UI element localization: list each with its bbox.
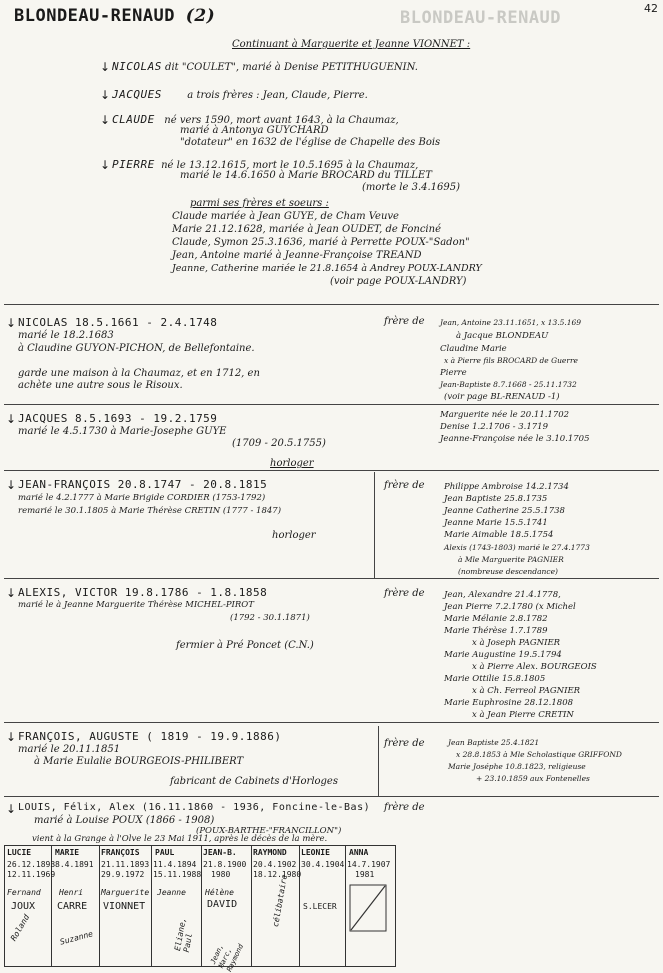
gen1-line: NICOLAS dit "COULET", marié à Denise PETITHUGUENIN. xyxy=(112,60,418,73)
alexis-sib: Marie Euphrosine 28.12.1808 xyxy=(444,698,574,708)
jeanfrancois-profession: horloger xyxy=(272,530,316,541)
child-name: RAYMOND xyxy=(253,848,287,857)
alexis-name: ALEXIS, VICTOR 19.8.1786 - 1.8.1858 xyxy=(18,586,268,599)
alexis-sib: x à Joseph PAGNIER xyxy=(472,638,561,648)
child-cell-4 xyxy=(201,846,252,973)
sibling-line: Claude, Symon 25.3.1636, marié à Perrette POUX-"Sadon" xyxy=(172,237,470,248)
title-suffix: (2) xyxy=(185,6,216,26)
gen1-line: "dotateur" en 1632 de l'église de Chapelle des Bois xyxy=(180,137,441,148)
alexis-sib: Marie Augustine 19.5.1794 xyxy=(444,650,562,660)
arrow-icon: ↓ xyxy=(6,412,17,426)
child-spouse: CARRE xyxy=(57,901,88,912)
francois-sib: Marie Joséphe 10.8.1823, religieuse xyxy=(448,762,586,771)
alexis-sib: x à Ch. Ferreol PAGNIER xyxy=(472,686,581,696)
jeanfrancois-sib: Jean Baptiste 25.8.1735 xyxy=(444,494,548,504)
nicolas-sib: Pierre xyxy=(440,368,467,378)
jeanfrancois-sib: Jeanne Marie 15.5.1741 xyxy=(444,518,548,528)
nicolas-spouse: à Claudine GUYON-PICHON, de Bellefontaine. xyxy=(18,343,255,354)
divider xyxy=(4,796,659,797)
alexis-freres: frère de xyxy=(384,588,425,599)
sibling-line: Jeanne, Catherine mariée le 21.8.1654 à Andrey POUX-LANDRY xyxy=(172,263,482,274)
child-spouse: S.LECER xyxy=(303,902,337,911)
child-date: 1980 xyxy=(211,870,231,879)
francois-sib: + 23.10.1859 aux Fontenelles xyxy=(476,774,590,783)
francois-marriage: marié le 20.11.1851 xyxy=(18,744,121,755)
nicolas-note: achète une autre sous le Risoux. xyxy=(18,380,183,391)
child-date: 15.11.1988 xyxy=(153,870,202,879)
child-spouse: JOUX xyxy=(11,901,36,912)
francois-profession: fabricant de Cabinets d'Horloges xyxy=(170,776,338,787)
francois-sib: x 28.8.1853 à Mle Scholastique GRIFFOND xyxy=(456,750,622,759)
jeanfrancois-marriage: marié le 4.2.1777 à Marie Brigide CORDIER (1753-1792) xyxy=(18,493,266,503)
divider xyxy=(4,578,659,579)
gen1-line: (morte le 3.4.1695) xyxy=(362,182,461,193)
nicolas-sib: Jean, Antoine 23.11.1651, x 13.5.169 xyxy=(440,318,582,327)
child-cell-5 xyxy=(251,846,300,966)
child-date: 11.4.1894 xyxy=(153,860,197,869)
child-cell-3 xyxy=(151,846,202,966)
child-spouse: DAVID xyxy=(207,899,238,910)
alexis-sib: Jean, Alexandre 21.4.1778, xyxy=(444,590,561,600)
gen1-line: CLAUDE né vers 1590, mort avant 1643, à la Chaumaz, xyxy=(112,113,399,126)
arrow-icon: ↓ xyxy=(6,478,17,492)
nicolas-note: garde une maison à la Chaumaz, et en 1712, en xyxy=(18,368,260,379)
jacques-marriage: marié le 4.5.1730 à Marie-Josephe GUYE xyxy=(18,426,227,437)
jacques-profession: horloger xyxy=(270,458,314,469)
jeanfrancois-sib: Alexis (1743-1803) marié le 27.4.1773 xyxy=(444,543,590,552)
child-cell-0 xyxy=(5,846,56,966)
child-name: PAUL xyxy=(155,848,175,857)
alexis-sib: Marie Mélanie 2.8.1782 xyxy=(444,614,548,624)
child-spouse: Henri xyxy=(59,888,84,897)
divider xyxy=(4,722,659,723)
strike-icon xyxy=(349,884,389,934)
francois-sib: Jean Baptiste 25.4.1821 xyxy=(448,738,540,747)
louis-freres: frère de xyxy=(384,802,425,813)
child-spouse: Jeanne xyxy=(157,888,186,897)
sibling-line: Jean, Antoine marié à Jeanne-Françoise TREAND xyxy=(172,250,422,261)
siblings-intro: parmi ses frères et soeurs : xyxy=(190,198,329,209)
louis-name: LOUIS, Félix, Alex (16.11.1860 - 1936, Foncine-le-Bas) xyxy=(18,802,371,813)
page-title xyxy=(14,6,215,26)
child-date: 29.9.1972 xyxy=(101,870,145,879)
column-divider xyxy=(374,472,375,578)
child-name: ANNA xyxy=(349,848,369,857)
jeanfrancois-name: JEAN-FRANÇOIS 20.8.1747 - 20.8.1815 xyxy=(18,478,268,491)
francois-freres: frère de xyxy=(384,738,425,749)
arrow-icon: ↓ xyxy=(6,586,17,600)
jacques-sib: Jeanne-Françoise née le 3.10.1705 xyxy=(440,434,590,444)
gen1-line: PIERRE né le 13.12.1615, mort le 10.5.1695 à la Chaumaz, xyxy=(112,158,419,171)
child-date: 8.4.1891 xyxy=(55,860,94,869)
alexis-spouse-dates: (1792 - 30.1.1871) xyxy=(230,613,310,623)
jeanfrancois-sib: à Mle Marguerite PAGNIER xyxy=(458,555,564,564)
nicolas-name: NICOLAS 18.5.1661 - 2.4.1748 xyxy=(18,316,218,329)
child-spouse: Marguerite xyxy=(101,888,150,897)
faded-title: BLONDEAU-RENAUD xyxy=(400,8,562,28)
child-name: MARIE xyxy=(55,848,80,857)
child-cell-2 xyxy=(99,846,152,966)
gen1-line: marié à Antonya GUYCHARD xyxy=(180,125,329,136)
jeanfrancois-freres: frère de xyxy=(384,480,425,491)
alexis-sib: x à Jean Pierre CRETIN xyxy=(472,710,574,720)
sibling-line: (voir page POUX-LANDRY) xyxy=(330,276,467,287)
child-name: JEAN-B. xyxy=(203,848,237,857)
child-cell-6 xyxy=(299,846,346,966)
alexis-sib: Marie Ottilie 15.8.1805 xyxy=(444,674,546,684)
alexis-sib: Marie Thérèse 1.7.1789 xyxy=(444,626,548,636)
sibling-line: Marie 21.12.1628, mariée à Jean OUDET, de Fonciné xyxy=(172,224,441,235)
arrow-icon: ↓ xyxy=(6,730,17,744)
child-date: 1981 xyxy=(355,870,375,879)
page-number: 42 xyxy=(644,2,658,15)
divider xyxy=(4,404,659,405)
title-text: BLONDEAU-RENAUD xyxy=(14,6,176,26)
child-name: LEONIE xyxy=(301,848,330,857)
jacques-spouse-dates: (1709 - 20.5.1755) xyxy=(232,438,326,449)
nicolas-sib: (voir page BL-RENAUD -1) xyxy=(444,392,560,402)
arrow-icon: ↓ xyxy=(100,158,111,172)
child-spouse: VIONNET xyxy=(103,901,146,912)
louis-note: vient à la Grange à l'Olve le 23 Mai 1911, après le décès de la mère. xyxy=(32,834,328,844)
child-date: 21.8.1900 xyxy=(203,860,247,869)
nicolas-sib: x à Pierre fils BROCARD de Guerre xyxy=(444,356,578,365)
nicolas-sib: Claudine Marie xyxy=(440,344,507,354)
children-table xyxy=(4,845,396,973)
sibling-line: Claude mariée à Jean GUYE, de Cham Veuve xyxy=(172,211,399,222)
nicolas-freres: frère de xyxy=(384,316,425,327)
child-note: Suzanne xyxy=(59,929,94,947)
child-date: 26.12.1893 xyxy=(7,860,56,869)
child-date: 12.11.1969 xyxy=(7,870,56,879)
child-note: Jean, Marc, Raymond xyxy=(209,942,246,973)
child-cell-1 xyxy=(51,846,100,966)
arrow-icon: ↓ xyxy=(6,802,17,816)
louis-marriage: marié à Louise POUX (1866 - 1908) xyxy=(34,815,215,826)
child-date: 21.11.1893 xyxy=(101,860,150,869)
arrow-icon: ↓ xyxy=(6,316,17,330)
alexis-profession: fermier à Pré Poncet (C.N.) xyxy=(176,640,314,651)
jeanfrancois-sib: Philippe Ambroise 14.2.1734 xyxy=(444,482,569,492)
jeanfrancois-sib: Marie Aimable 18.5.1754 xyxy=(444,530,554,540)
jeanfrancois-remarriage: remarié le 30.1.1805 à Marie Thérèse CRETIN (1777 - 1847) xyxy=(18,506,282,516)
arrow-icon: ↓ xyxy=(100,113,111,127)
child-date: 18.12.1980 xyxy=(253,870,302,879)
child-spouse: célibataire xyxy=(271,873,290,928)
child-date: 14.7.1907 xyxy=(347,860,391,869)
child-spouse: Fernand xyxy=(7,888,41,897)
alexis-marriage: marié le à Jeanne Marguerite Thérèse MICHEL-PIROT xyxy=(18,600,254,610)
nicolas-sib: Jean-Baptiste 8.7.1668 - 25.11.1732 xyxy=(440,380,577,389)
child-cell-7 xyxy=(345,846,395,966)
child-date: 30.4.1904 xyxy=(301,860,345,869)
child-note: Eliane, Paul xyxy=(173,916,195,954)
child-date: 20.4.1902 xyxy=(253,860,297,869)
jeanfrancois-sib: (nombreuse descendance) xyxy=(458,567,558,576)
jacques-sib: Marguerite née le 20.11.1702 xyxy=(440,410,570,420)
divider xyxy=(4,470,659,471)
child-note: Roland xyxy=(9,912,32,943)
divider xyxy=(4,304,659,305)
nicolas-marriage: marié le 18.2.1683 xyxy=(18,330,114,341)
arrow-icon: ↓ xyxy=(100,88,111,102)
column-divider xyxy=(378,726,379,796)
jacques-sib: Denise 1.2.1706 - 3.1719 xyxy=(440,422,549,432)
child-name: LUCIE xyxy=(7,848,32,857)
child-name: FRANÇOIS xyxy=(101,848,140,857)
alexis-sib: Jean Pierre 7.2.1780 (x Michel xyxy=(444,602,576,612)
nicolas-sib: à Jacque BLONDEAU xyxy=(456,331,549,341)
jacques-name: JACQUES 8.5.1693 - 19.2.1759 xyxy=(18,412,218,425)
gen1-line: JACQUES a trois frères : Jean, Claude, Pierre. xyxy=(112,88,368,101)
louis-spouse-family: (POUX-BARTHE-"FRANCILLON") xyxy=(196,826,342,836)
gen1-line: marié le 14.6.1650 à Marie BROCARD du TILLET xyxy=(180,170,432,181)
child-spouse: Hélène xyxy=(205,888,234,897)
arrow-icon: ↓ xyxy=(100,60,111,74)
jeanfrancois-sib: Jeanne Catherine 25.5.1738 xyxy=(444,506,565,516)
subtitle: Continuant à Marguerite et Jeanne VIONNET : xyxy=(232,39,471,50)
francois-name: FRANÇOIS, AUGUSTE ( 1819 - 19.9.1886) xyxy=(18,730,282,743)
francois-spouse: à Marie Eulalie BOURGEOIS-PHILIBERT xyxy=(34,756,244,767)
alexis-sib: x à Pierre Alex. BOURGEOIS xyxy=(472,662,597,672)
